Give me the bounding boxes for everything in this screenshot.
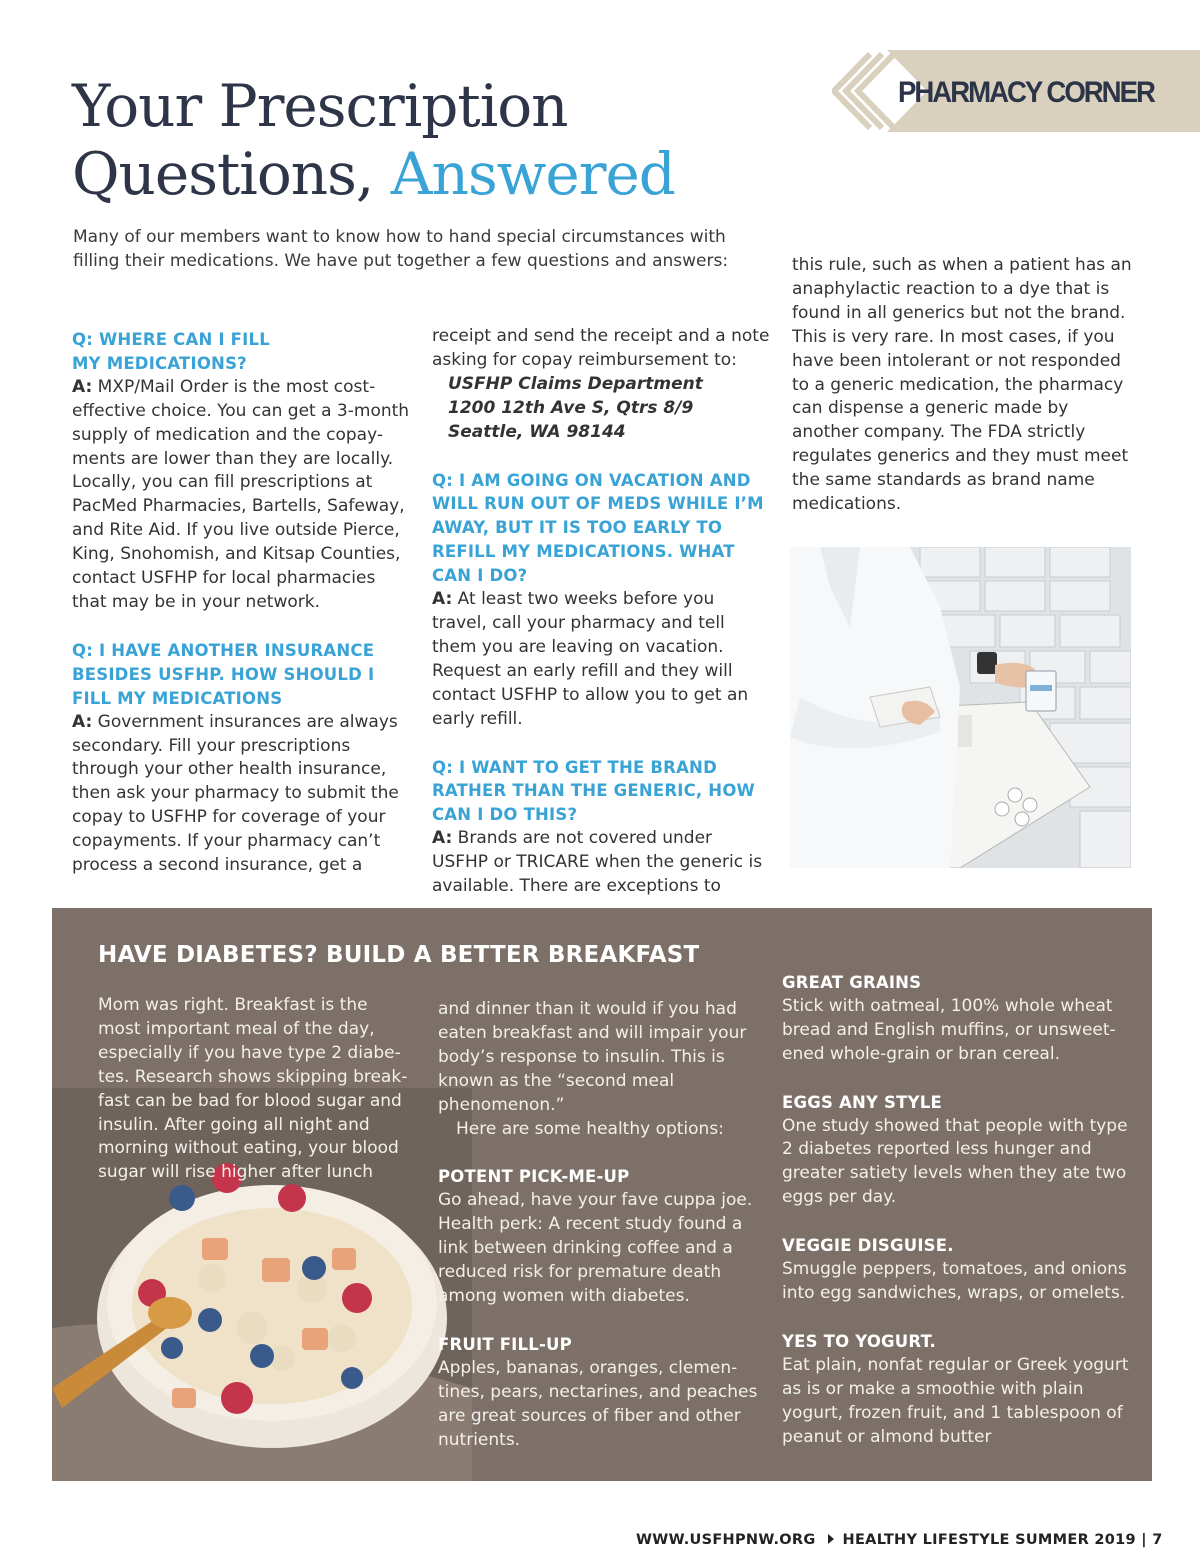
footer-issue: HEALTHY LIFESTYLE SUMMER 2019 | 7 xyxy=(842,1532,1163,1548)
answer-2-continued: receipt and send the receipt and a note asking for copay reimbursement to: xyxy=(432,326,770,370)
panel-intro-continued: and dinner than it would if you had eaten breakfast and will impair your body’s response to insulin. This is known as the “second meal phenomenon.” xyxy=(438,999,747,1115)
page-footer xyxy=(636,1532,1163,1548)
answer-4 xyxy=(432,827,772,899)
address-line-3: Seattle, WA 98144 xyxy=(448,421,626,442)
footer-site-link[interactable]: WWW.USFHPNW.ORG xyxy=(636,1532,816,1548)
question-4: Q: I WANT TO GET THE BRAND RATHER THAN THE GENERIC, HOW CAN I DO THIS? xyxy=(432,757,755,825)
qa-column-3 xyxy=(792,254,1137,517)
title-line-2 xyxy=(72,140,772,208)
option-heading: VEGGIE DISGUISE. xyxy=(782,1236,954,1256)
answer-label: A: xyxy=(432,828,453,849)
section-badge xyxy=(832,50,1200,132)
page-title xyxy=(72,72,772,208)
panel-column-1 xyxy=(98,994,414,1185)
section-label: PHARMACY CORNER xyxy=(898,76,1154,109)
panel-intro: Mom was right. Breakfast is the most important meal of the day, especially if you have type 2 diabe-tes. Research shows skipping break-fast can be bad for blood sugar and insulin. After going all night and morning without eating, your blood sugar will rise higher after lunch xyxy=(98,995,408,1183)
address-line-2: 1200 12th Ave S, Qtrs 8/9 xyxy=(448,397,694,418)
pharmacist-image xyxy=(790,547,1131,868)
answer-1 xyxy=(72,376,412,615)
qa-column-1 xyxy=(72,328,412,878)
option-text: Stick with oatmeal, 100% whole wheat bread and English muffins, or unsweet-ened whole-grain or bran cereal. xyxy=(782,995,1116,1064)
panel-title: HAVE DIABETES? BUILD A BETTER BREAKFAST xyxy=(98,942,700,968)
answer-4-text: Brands are not covered under USFHP or TRICARE when the generic is available. There are exceptions to xyxy=(432,828,763,897)
option-heading: YES TO YOGURT. xyxy=(782,1331,936,1351)
answer-4-continued: this rule, such as when a patient has an anaphylactic reaction to a dye that is found in all generics but not the brand. This is very rare. In most cases, if you have been intolerant or not responded to a generic medication, the pharmacy can dispense a generic made by another company. The FDA strictly regulates generics and they must meet the same standards as brand name medications. xyxy=(792,255,1132,515)
panel-column-3 xyxy=(782,971,1134,1449)
answer-3 xyxy=(432,588,772,731)
option-text: One study showed that people with type 2 diabetes reported less hunger and greater satiety levels when they ate two eggs per day. xyxy=(782,1115,1128,1208)
answer-label: A: xyxy=(72,711,93,732)
answer-2 xyxy=(72,711,412,878)
panel-column-2 xyxy=(438,998,758,1452)
title-line-1: Your Prescription xyxy=(72,72,568,140)
options-intro: Here are some healthy options: xyxy=(456,1118,724,1139)
intro-paragraph: Many of our members want to know how to hand special circumstances with filling their medications. We have put together a few questions and answers: xyxy=(73,227,729,271)
answer-1-text: MXP/Mail Order is the most cost-effective choice. You can get a 3-month supply of medication and the copay-ments are lower than they are locally. Locally, you can fill prescriptions at PacMed Pharmacies, Bartells, Safeway, and Rite Aid. If you live outside Pierce, King, Snohomish, and Kitsap Counties, contact USFHP for local pharmacies that may be in your network. xyxy=(72,376,410,612)
title-accent: Answered xyxy=(390,140,675,208)
question-2: Q: I HAVE ANOTHER INSURANCE BESIDES USFHP. HOW SHOULD I FILL MY MEDICATIONS xyxy=(72,640,375,708)
pharmacist-photo xyxy=(790,547,1131,868)
answer-2-text: Government insurances are always secondary. Fill your prescriptions through your other health insurance, then ask your pharmacy to submit the copay to USFHP for coverage of your copayments. If your pharmacy can’t process a second insurance, get a xyxy=(72,711,399,876)
option-text: Smuggle peppers, tomatoes, and onions into egg sandwiches, wraps, or omelets. xyxy=(782,1259,1127,1303)
option-heading: FRUIT FILL-UP xyxy=(438,1334,572,1354)
answer-3-text: At least two weeks before you travel, call your pharmacy and tell them you are leaving on vacation. Request an early refill and they will contact USFHP to allow you to get an early refill. xyxy=(432,589,749,729)
option-heading: EGGS ANY STYLE xyxy=(782,1092,942,1112)
question-1: Q: WHERE CAN I FILL MY MEDICATIONS? xyxy=(72,330,270,373)
option-heading: GREAT GRAINS xyxy=(782,973,922,992)
option-heading: POTENT PICK-ME-UP xyxy=(438,1167,630,1187)
option-text: Apples, bananas, oranges, clemen-tines, pears, nectarines, and peaches are great sources of fiber and other nutrients. xyxy=(438,1357,758,1450)
answer-label: A: xyxy=(432,589,453,610)
question-3: Q: I AM GOING ON VACATION AND WILL RUN OUT OF MEDS WHILE I’M AWAY, BUT IT IS TOO EARLY TO REFILL MY MEDICATIONS. WHAT CAN I DO? xyxy=(432,470,764,586)
triangle-right-icon xyxy=(828,1534,834,1544)
option-text: Go ahead, have your fave cuppa joe. Health perk: A recent study found a link between drinking coffee and a reduced risk for premature death among women with diabetes. xyxy=(438,1190,753,1306)
option-text: Eat plain, nonfat regular or Greek yogurt as is or make a smoothie with plain yogurt, frozen fruit, and 1 tablespoon of peanut or almond butter xyxy=(782,1354,1129,1447)
title-plain: Questions, xyxy=(72,140,391,208)
qa-column-2 xyxy=(432,325,772,899)
address-line-1: USFHP Claims Department xyxy=(448,373,703,394)
diabetes-panel xyxy=(52,908,1152,1481)
answer-label: A: xyxy=(72,376,93,397)
